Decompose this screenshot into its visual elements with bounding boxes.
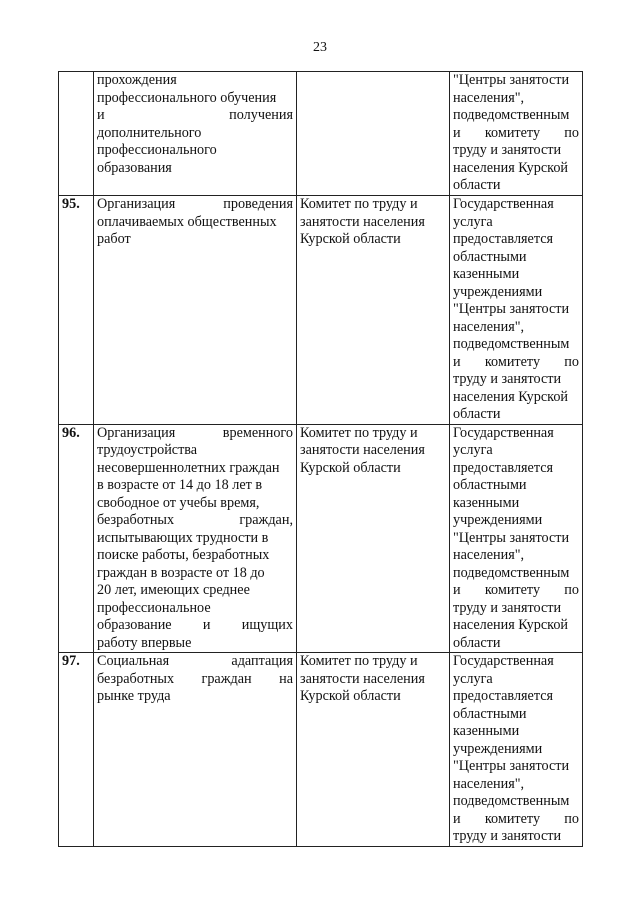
note-line: труду и занятости (453, 371, 562, 387)
table-row (59, 72, 583, 196)
note-line: населения Курской (453, 159, 569, 176)
note-line: казенными (453, 494, 520, 511)
responsible-body-line: Курской области (300, 231, 401, 247)
services-table (58, 71, 583, 847)
note-line: подведомственным (453, 336, 570, 352)
table-row (59, 196, 583, 425)
note-line: услуга (453, 442, 493, 458)
note-line: областными (453, 248, 527, 265)
service-name-cell (94, 424, 297, 653)
service-name-line: профессиональное (97, 599, 211, 616)
service-name-line: рынке труда (97, 688, 171, 704)
service-name-line: поиске работы, безработных (97, 547, 270, 563)
service-name-line: работ (97, 231, 131, 247)
service-name-cell (94, 653, 297, 847)
services-table-body (59, 72, 583, 847)
note-line: области (453, 634, 501, 651)
service-name-line: Организация проведения (97, 196, 293, 212)
note-line: учреждениями (453, 740, 543, 757)
responsible-body-cell (297, 72, 450, 196)
note-line: и комитету по (453, 124, 579, 141)
service-name-line: прохождения (97, 72, 177, 88)
note-line: населения", (453, 318, 525, 335)
row-number-cell (59, 196, 94, 425)
service-name-line: профессионального обучения (97, 89, 277, 106)
responsible-body-line: Курской области (300, 688, 401, 704)
row-number-cell (59, 424, 94, 653)
responsible-body-line: Курской области (300, 459, 401, 476)
note-line: населения", (453, 775, 525, 792)
note-line: населения Курской (453, 388, 569, 405)
note-line: населения Курской (453, 617, 569, 633)
service-name-line: свободное от учебы время, (97, 494, 260, 511)
note-line: предоставляется (453, 688, 554, 704)
note-cell (450, 653, 583, 847)
service-name-line: оплачиваемых общественных (97, 213, 277, 230)
note-line: "Центры занятости (453, 758, 570, 774)
note-line: областными (453, 705, 527, 722)
note-line: предоставляется (453, 459, 554, 476)
service-name-line: Организация временного (97, 424, 293, 441)
page-number: 23 (313, 40, 327, 55)
note-line: казенными (453, 266, 520, 282)
row-number: 96. (62, 424, 80, 441)
service-name-line: Социальная адаптация (97, 653, 293, 669)
service-name-line: трудоустройства (97, 442, 198, 458)
note-line: казенными (453, 723, 520, 739)
note-line: области (453, 406, 501, 422)
service-name-line: 20 лет, имеющих среднее (97, 582, 250, 598)
service-name-line: безработных граждан на (97, 670, 293, 687)
responsible-body-line: занятости населения (300, 213, 425, 230)
row-number: 97. (62, 653, 80, 669)
responsible-body-line: занятости населения (300, 670, 425, 687)
note-cell (450, 196, 583, 425)
table-row (59, 653, 583, 847)
responsible-body-cell (297, 653, 450, 847)
note-line: и комитету по (453, 810, 579, 827)
note-line: "Центры занятости (453, 301, 570, 317)
row-number: 95. (62, 196, 80, 212)
note-line: учреждениями (453, 512, 543, 528)
note-line: подведомственным (453, 107, 570, 123)
note-cell (450, 72, 583, 196)
note-line: труду и занятости (453, 828, 562, 844)
note-line: областными (453, 477, 527, 493)
note-line: "Центры занятости (453, 529, 570, 546)
note-line: Государственная (453, 653, 554, 669)
note-cell (450, 424, 583, 653)
note-line: области (453, 177, 501, 193)
table-row (59, 424, 583, 653)
service-name-line: в возрасте от 14 до 18 лет в (97, 477, 263, 493)
responsible-body-line: Комитет по труду и (300, 196, 418, 212)
row-number-cell (59, 72, 94, 196)
note-line: Государственная (453, 196, 554, 212)
note-line: услуга (453, 213, 493, 230)
note-line: труду и занятости (453, 142, 562, 158)
note-line: населения", (453, 89, 525, 106)
service-name-line: безработных граждан, (97, 512, 293, 528)
note-line: Государственная (453, 424, 554, 441)
row-number-cell (59, 653, 94, 847)
service-name-line: образования (97, 159, 172, 176)
note-line: подведомственным (453, 793, 570, 809)
note-line: населения", (453, 547, 525, 563)
service-name-line: несовершеннолетних граждан (97, 459, 280, 476)
service-name-cell (94, 196, 297, 425)
responsible-body-line: Комитет по труду и (300, 653, 418, 669)
service-name-line: испытывающих трудности в (97, 529, 269, 546)
service-name-line: граждан в возрасте от 18 до (97, 564, 265, 581)
service-name-line: дополнительного (97, 124, 202, 141)
service-name-line: работу впервые (97, 634, 192, 651)
note-line: труду и занятости (453, 599, 562, 616)
note-line: подведомственным (453, 564, 570, 581)
service-name-line: профессионального (97, 142, 217, 158)
responsible-body-line: занятости населения (300, 442, 425, 458)
service-name-line: образование и ищущих (97, 617, 293, 633)
service-name-line: и получения (97, 107, 293, 123)
responsible-body-cell (297, 424, 450, 653)
note-line: "Центры занятости (453, 72, 570, 88)
note-line: услуга (453, 670, 493, 687)
service-name-cell (94, 72, 297, 196)
responsible-body-line: Комитет по труду и (300, 424, 418, 441)
note-line: учреждениями (453, 283, 543, 300)
responsible-body-cell (297, 196, 450, 425)
note-line: предоставляется (453, 231, 554, 247)
note-line: и комитету по (453, 582, 579, 598)
note-line: и комитету по (453, 353, 579, 370)
